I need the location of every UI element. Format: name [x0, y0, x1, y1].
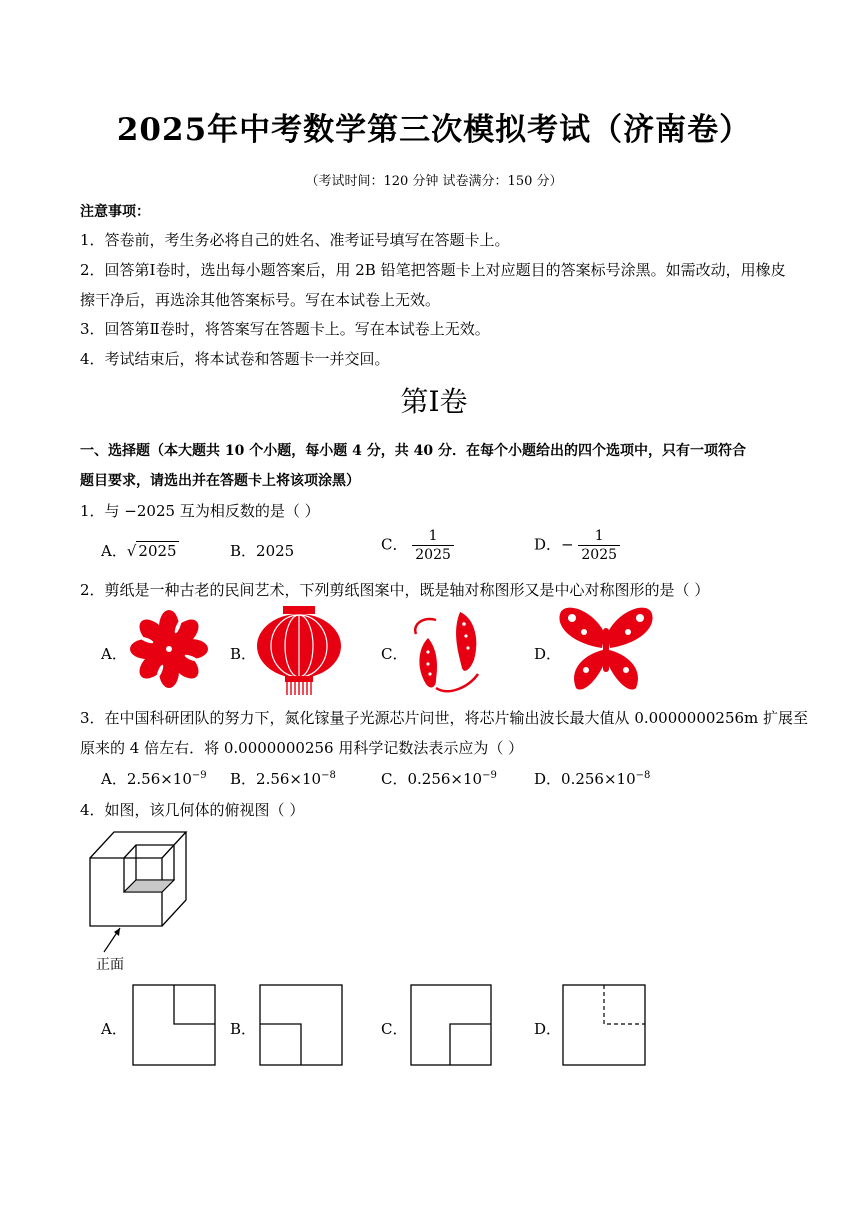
- q4-option-b-figure: [259, 984, 343, 1066]
- q1-d-fraction: [578, 528, 620, 563]
- notice-heading: 注意事项：: [80, 204, 150, 220]
- front-label: 正面: [96, 957, 124, 973]
- solid-figure-diagram: [84, 828, 194, 958]
- q3-a-exp: −9: [191, 770, 207, 781]
- q3-b-exp: −8: [321, 770, 336, 781]
- q3-d-label: D．: [534, 770, 562, 788]
- q2-stem: 2．剪纸是一种古老的民间艺术，下列剪纸图案中，既是轴对称图形又是中心对称图形的是（ ）: [80, 581, 710, 599]
- q3-option-c: [381, 768, 497, 789]
- notice-item-3: 3．回答第Ⅱ卷时，将答案写在答题卡上。写在本试卷上无效。: [80, 320, 490, 338]
- q2-b-label: B．: [230, 645, 257, 663]
- q1-b-label: B．: [230, 542, 257, 560]
- notice-item-4: 4．考试结束后，将本试卷和答题卡一并交回。: [80, 350, 390, 368]
- q1-option-a: [101, 540, 179, 561]
- q1-stem: 1．与 −2025 互为相反数的是（ ）: [80, 502, 320, 520]
- q3-a-label: A．: [101, 770, 127, 788]
- papercut-lantern-icon: [255, 606, 343, 696]
- q3-d-exp: −8: [635, 770, 651, 781]
- q1-c-den: 2025: [412, 545, 454, 563]
- q3-b-label: B．: [230, 770, 257, 788]
- q1-c-label: C．: [381, 535, 408, 554]
- q3-c-exp: −9: [482, 770, 497, 781]
- q3-d-base: 0.256×10: [561, 770, 636, 788]
- q1-d-label: D．: [534, 535, 562, 554]
- q2-a-label: A．: [101, 645, 127, 663]
- q1-option-d: [534, 528, 620, 563]
- q4-d-label: D．: [534, 1020, 562, 1038]
- q2-c-label: C．: [381, 645, 408, 663]
- q4-option-c-figure: [410, 984, 492, 1066]
- q3-stem-line1: 3．在中国科研团队的努力下，氮化镓量子光源芯片问世，将芯片输出波长最大值从 0.0000000256m 扩展至: [80, 709, 809, 727]
- exam-subtitle: （考试时间：120 分钟 试卷满分：150 分）: [305, 174, 563, 189]
- papercut-koi-icon: [408, 608, 486, 692]
- q1-d-den: 2025: [578, 545, 620, 563]
- q3-stem-line2: 原来的 4 倍左右．将 0.0000000256 用科学记数法表示应为（ ）: [80, 739, 524, 757]
- exam-title: 2025年中考数学第三次模拟考试（济南卷）: [116, 112, 752, 148]
- notice-item-1: 1．答卷前，考生务必将自己的姓名、准考证号填写在答题卡上。: [80, 231, 510, 249]
- q4-c-label: C．: [381, 1020, 408, 1038]
- part1-line1: 一、选择题（本大题共 10 个小题，每小题 4 分，共 40 分．在每个小题给出的四个选项中，只有一项符合: [80, 443, 746, 459]
- q1-c-num: 1: [428, 528, 438, 544]
- part1-line2: 题目要求，请选出并在答题卡上将该项涂黑）: [80, 473, 360, 489]
- q1-d-num: 1: [594, 528, 604, 544]
- q1-b-value: 2025: [256, 542, 295, 560]
- q4-stem: 4．如图，该几何体的俯视图（ ）: [80, 801, 305, 819]
- q4-b-label: B．: [230, 1020, 257, 1038]
- q3-c-base: 0.256×10: [407, 770, 483, 788]
- q3-option-a: [101, 768, 207, 789]
- q4-option-a-figure: [132, 984, 216, 1066]
- notice-item-2: 2．回答第Ⅰ卷时，选出每小题答案后，用 2B 铅笔把答题卡上对应题目的答案标号涂黑。如需改动，用橡皮: [80, 261, 786, 279]
- q1-c-fraction: [412, 528, 454, 563]
- section-title: 第Ⅰ卷: [400, 385, 468, 418]
- sqrt-icon: √: [126, 542, 137, 560]
- q2-d-label: D．: [534, 645, 562, 663]
- q4-option-d-figure: [562, 984, 646, 1066]
- q1-option-b: [230, 540, 294, 561]
- q1-a-value: 2025: [138, 542, 177, 560]
- q1-d-sign: −: [561, 535, 574, 554]
- q3-c-label: C．: [381, 770, 408, 788]
- papercut-flower-icon: [128, 608, 210, 690]
- q3-option-d: [534, 768, 650, 789]
- papercut-butterfly-icon: [556, 604, 656, 696]
- q1-a-label: A．: [101, 542, 127, 560]
- q3-b-base: 2.56×10: [256, 770, 322, 788]
- q1-option-c: [381, 528, 454, 563]
- q3-option-b: [230, 768, 336, 789]
- q4-a-label: A．: [101, 1020, 127, 1038]
- notice-item-2-cont: 擦干净后，再选涂其他答案标号。写在本试卷上无效。: [80, 291, 441, 309]
- q3-a-base: 2.56×10: [126, 770, 192, 788]
